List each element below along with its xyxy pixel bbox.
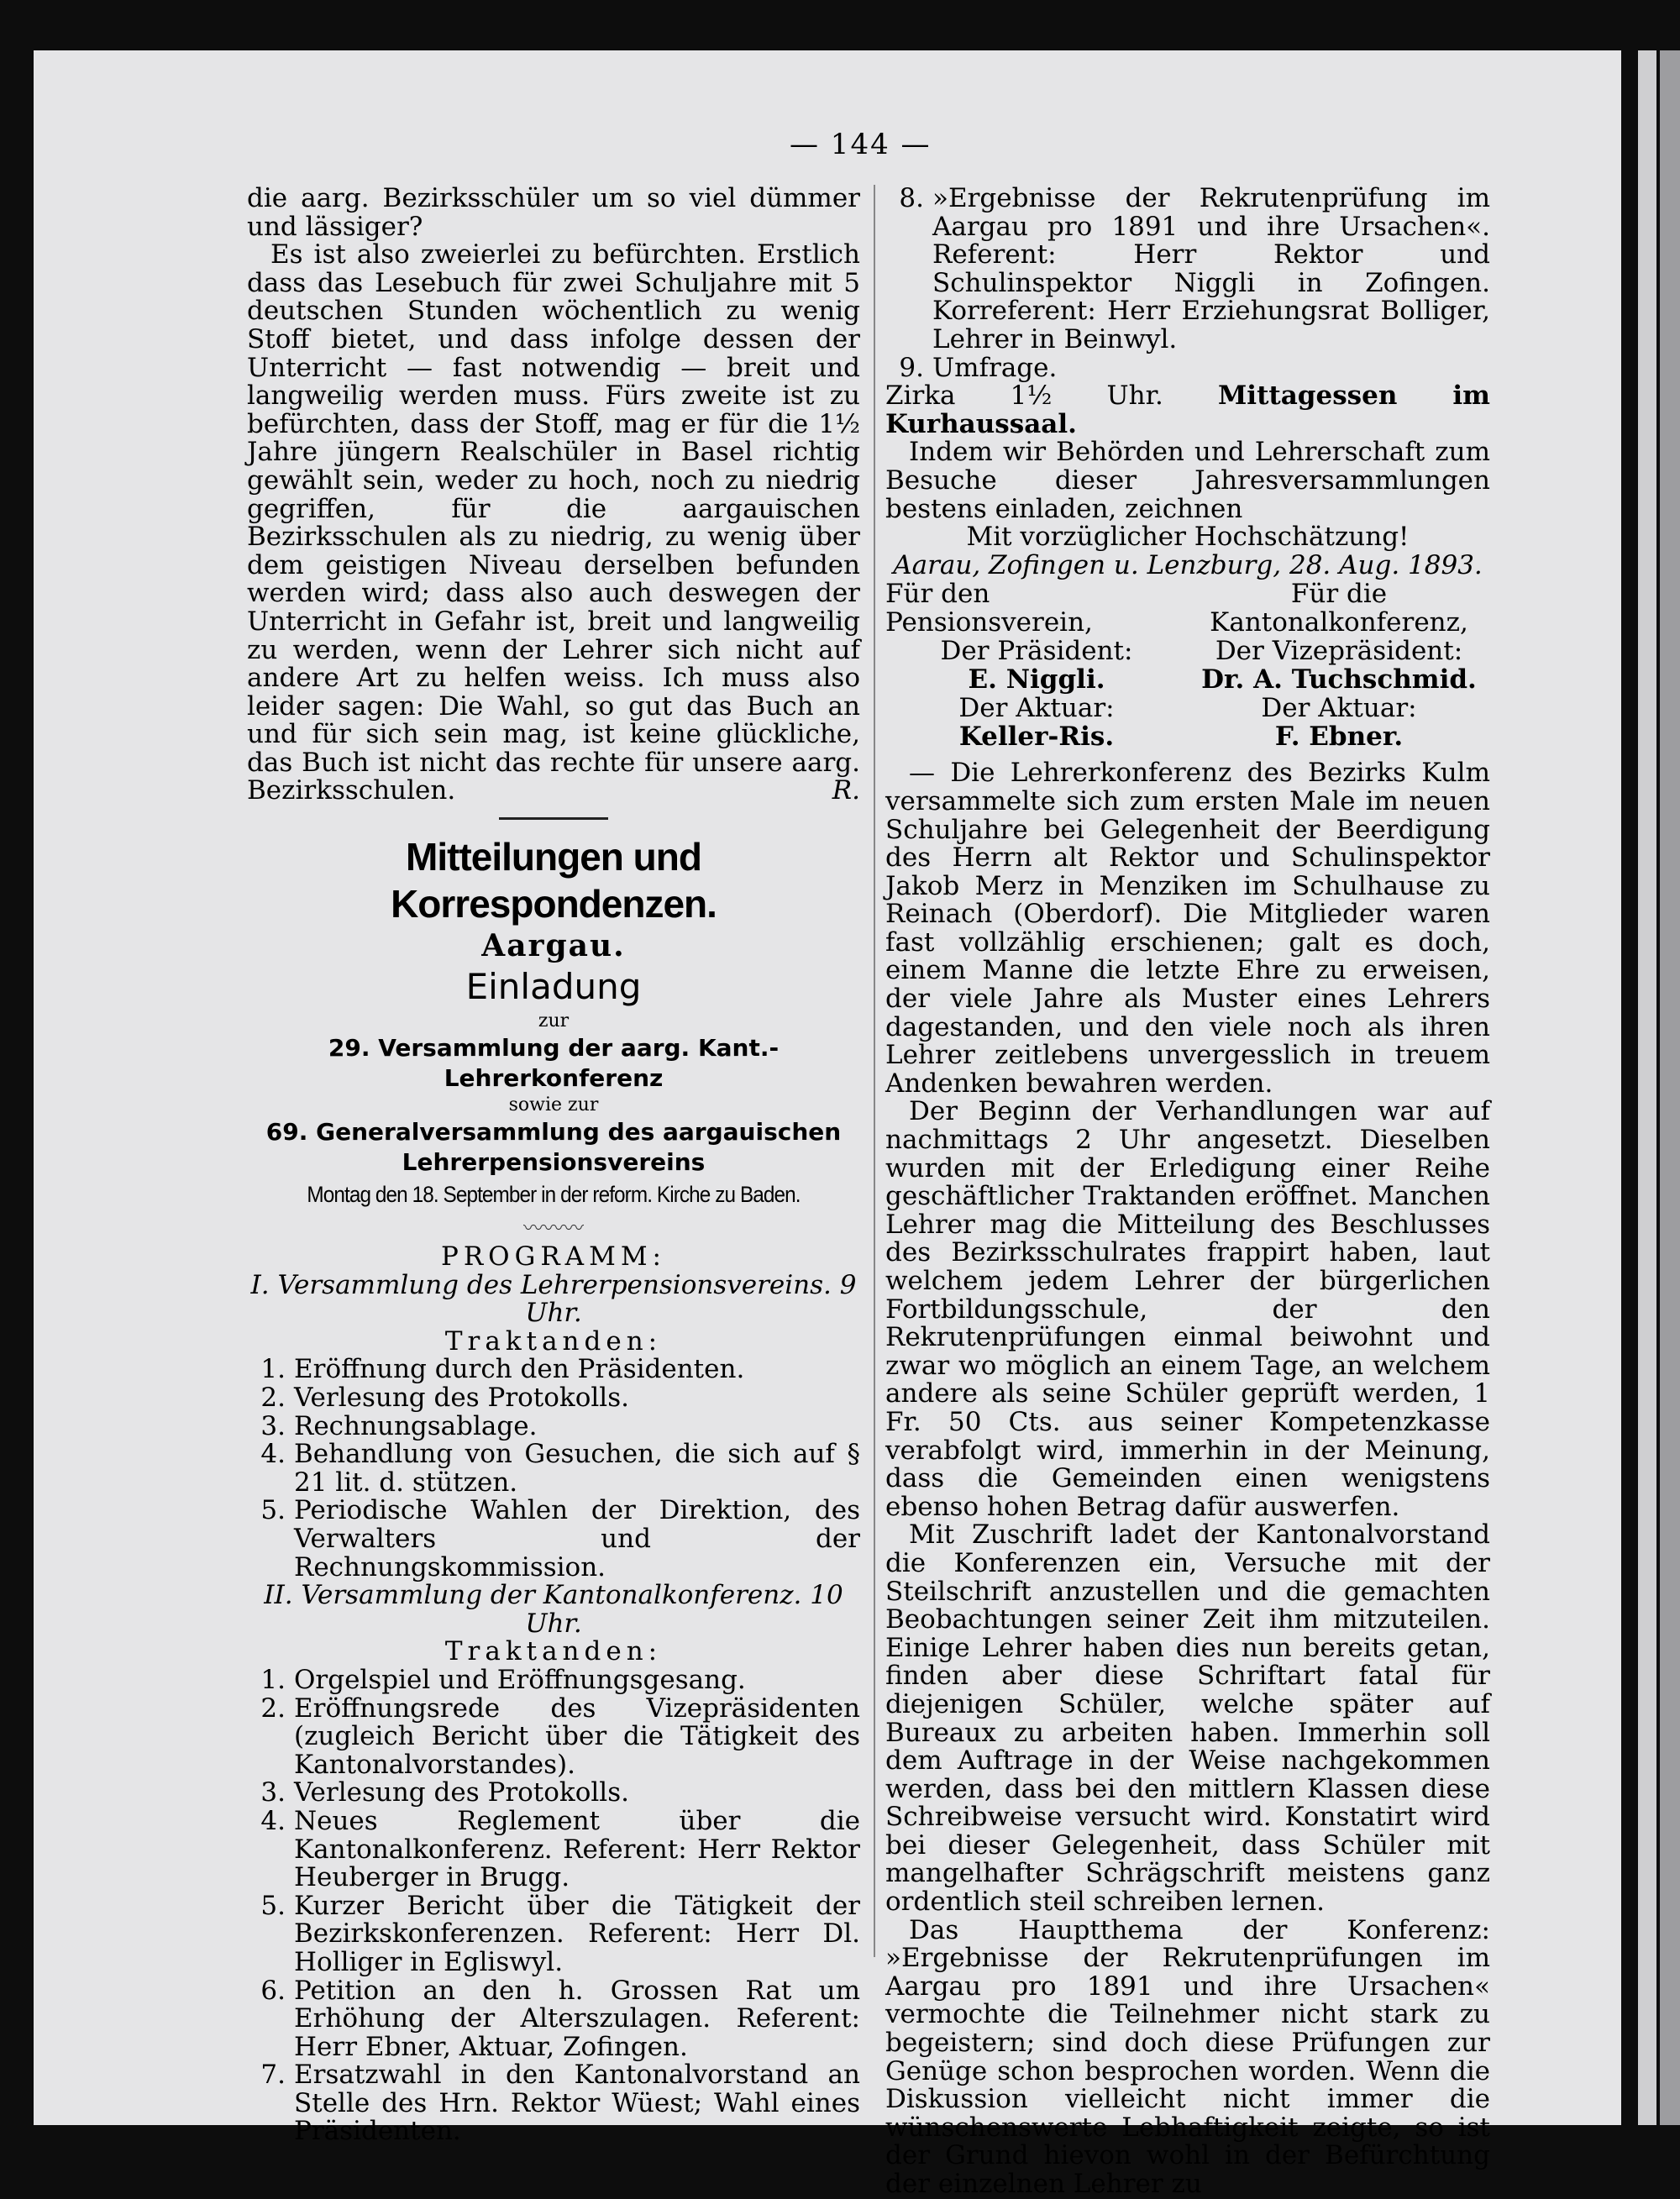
part2-title: II. Versammlung der Kantonalkonferenz. 10 Uhr. (264, 1580, 843, 1639)
list-item: 7. Ersatzwahl in den Kantonalvorstand an Stelle des Hrn. Rektor Wüest; Wahl eines Präsidenten. (260, 2060, 860, 2147)
versammlung-29-heading: 29. Versammlung der aarg. Kant.-Lehrerkonferenz (328, 1034, 780, 1093)
list-item: 8. »Ergebnisse der Rekrutenprüfung im Aargau pro 1891 und ihre Ursachen«. Referent: Herr Rektor und Schulinspektor Niggli in Zofingen. Korreferent: Herr Erziehungsrat Bolliger, Lehrer in Beinwyl. (899, 183, 1490, 354)
list-item: 6. Petition an den h. Grossen Rat um Erhöhung der Alterszulagen. Referent: Herr Ebner, Aktuar, Zofingen. (260, 1975, 860, 2062)
traktanden-heading-1: Traktanden: (444, 1325, 663, 1357)
right-column (885, 185, 1490, 2199)
region-heading: Aargau. (481, 928, 626, 964)
generalversammlung-69-heading: 69. Generalversammlung des aargauischen Lehrerpensionsvereins (265, 1118, 842, 1177)
wave-ornament: 〰〰〰 (523, 1216, 584, 1241)
part2-agenda-list (247, 1666, 860, 2146)
sig-right-role1: Der Vizepräsident: (1215, 636, 1463, 667)
paragraph-zuschrift: Mit Zuschrift ladet der Kantonalvorstand die Konferenzen ein, Versuche mit der Steilschrift anzustellen und die gemachten Beobachtungen seiner Zeit ihm mitzuteilen. Einige Lehrer haben dies nun bereits getan, finden aber diese Schriftart fatal für diejenigen Schüler, welche später auf Bureaux zu arbeiten haben. Immerhin soll dem Auftrage in der Weise nachgekommen werden, dass bei den mittlern Klassen diese Schreibweise versucht wird. Konstatirt wird bei dieser Gelegenheit, dass Schüler mit mangelhafter Schrägschrift meistens ganz ordentlich steil schreiben lernen. (885, 1519, 1490, 1918)
paragraph-beginn: Der Beginn der Verhandlungen war auf nachmittags 2 Uhr angesetzt. Dieselben wurden mit der Erledigung einer Reihe geschäftlicher Traktanden eröffnet. Manchen Lehrer mag die Mitteilung des Beschlusses des Bezirksschulrates frappirt haben, laut welchem jedem Lehrer der bürgerlichen Fortbildungsschule, der den Rekrutenprüfungen einmal beiwohnt und zwar wo möglich an einem Tage, an welchem andere als seine Schüler geprüft werden, 1 Fr. 50 Cts. aus seiner Kompetenzkasse verabfolgt wird, immerhin in der Meinung, dass die Gemeinden einen wenigstens ebenso hohen Betrag dafür auswerfen. (885, 1096, 1490, 1522)
column-divider (874, 185, 875, 1957)
date-place-line: Montag den 18. September in der reform. Kirche zu Baden. (307, 1182, 801, 1208)
sig-right-org: Für die Kantonalkonferenz, (1210, 579, 1468, 638)
list-item: 1. Eröffnung durch den Präsidenten. (260, 1354, 745, 1385)
zur-text: zur (538, 1010, 570, 1032)
regards-line: Mit vorzüglicher Hochschätzung! (966, 522, 1410, 553)
page-edge-shadow (1660, 50, 1680, 2125)
sig-right-name2: F. Ebner. (1274, 722, 1404, 753)
part1-title: I. Versammlung des Lehrerpensionsvereins. 9 Uhr. (250, 1269, 857, 1329)
programm-heading: PROGRAMM: (440, 1241, 667, 1273)
einladung-heading: Einladung (465, 966, 642, 1008)
list-item: 9. Umfrage. (899, 352, 1058, 383)
section-rule (499, 817, 608, 820)
list-item: 3. Rechnungsablage. (260, 1410, 538, 1441)
list-item: 4. Neues Reglement über die Kantonalkonferenz. Referent: Herr Rektor Heuberger in Brugg. (260, 1805, 860, 1893)
paragraph-continued: die aarg. Bezirksschüler um so viel dümmer und lässiger? (247, 183, 860, 242)
part2-agenda-list-continued (885, 185, 1490, 382)
section-title: Mitteilungen und Korrespondenzen. (391, 835, 717, 926)
list-item: 2. Eröffnungsrede des Vizepräsidenten (zugleich Bericht über die Tätigkeit des Kantonalvorstandes). (260, 1693, 860, 1780)
page-edge (1638, 50, 1656, 2125)
page-number: — 144 — (790, 128, 932, 161)
place-date-line: Aarau, Zofingen u. Lenzburg, 28. Aug. 1893. (893, 549, 1483, 580)
sowie-zur-text: sowie zur (508, 1094, 599, 1116)
sig-left-org: Für den Pensionsverein, (885, 579, 1093, 638)
left-column (247, 185, 860, 2146)
signature-block (885, 580, 1490, 751)
sig-right-role2: Der Aktuar: (1261, 693, 1417, 724)
list-item: 4. Behandlung von Gesuchen, die sich auf § 21 lit. d. stützen. (260, 1439, 860, 1498)
sig-left-role1: Der Präsident: (940, 636, 1133, 667)
list-item: 3. Verlesung des Protokolls. (260, 1777, 629, 1808)
sig-right-name1: Dr. A. Tuchschmid. (1201, 664, 1477, 695)
list-item: 5. Kurzer Bericht über die Tätigkeit der Bezirkskonferenzen. Referent: Herr Dl. Holliger in Egliswyl. (260, 1890, 860, 1977)
paragraph-kulm: — Die Lehrerkonferenz des Bezirks Kulm versammelte sich zum ersten Male im neuen Schuljahre bei Gelegenheit der Beerdigung des Herrn alt Rektor und Schulinspektor Jakob Merz in Menziken im Schulhause zu Reinach (Oberdorf). Die Mitglieder waren fast vollzählig erschienen; galt es doch, einem Manne die letzte Ehre zu erweisen, der viele Jahre als Muster eines Lehrers dagestanden, und den viele noch als ihren Lehrer zeitlebens unvergesslich in treuem Andenken bewahren werden. (885, 758, 1490, 1099)
sig-left-role2: Der Aktuar: (958, 693, 1115, 724)
author-initial: R. (832, 775, 860, 806)
sig-left-name1: E. Niggli. (968, 664, 1105, 695)
invitation-paragraph: Indem wir Behörden und Lehrerschaft zum Besuche dieser Jahresversammlungen bestens einladen, zeichnen (885, 437, 1490, 524)
sig-left-name2: Keller-Ris. (958, 722, 1115, 753)
list-item: 1. Orgelspiel und Eröffnungsgesang. (260, 1664, 746, 1695)
paragraph-befuerchtungen: Es ist also zweierlei zu befürchten. Erstlich dass das Lesebuch für zwei Schuljahre mit 5 deutschen Stunden wöchentlich zu wenig Stoff bietet, und dass infolge dessen der Unterricht — fast notwendig — breit und langweilig werden muss. Fürs zweite ist zu befürchten, dass der Stoff, mag er für die 1½ Jahre jüngern Realschüler in Basel richtig gewählt sein, weder zu hoch, noch zu niedrig gegriffen, für die aargauischen Bezirksschulen als zu niedrig, zu wenig über dem geistigen Niveau derselben befunden werden wird; dass also auch deswegen der Unterricht in Gefahr ist, breit und langweilig zu werden, wenn der Lehrer sich nicht auf andere Art zu helfen weiss. Ich muss also leider sagen: Die Wahl, so gut das Buch an und für sich sein mag, ist keine glückliche, das Buch ist nicht das rechte für unsere aarg. Bezirksschulen. R. (247, 239, 860, 806)
traktanden-heading-2: Traktanden: (444, 1636, 663, 1667)
part1-agenda-list (247, 1356, 860, 1582)
list-item: 2. Verlesung des Protokolls. (260, 1383, 629, 1414)
list-item: 5. Periodische Wahlen der Direktion, des Verwalters und der Rechnungskommission. (260, 1495, 860, 1582)
paragraph-hauptthema: Das Hauptthema der Konferenz: »Ergebnisse der Rekrutenprüfungen im Aargau pro 1891 und ihre Ursachen« vermochte die Teilnehmer nicht stark zu begeistern; sind doch diese Prüfungen zur Genüge schon besprochen worden. Wenn die Diskussion vielleicht nicht immer die wünschenswerte Lebhaftigkeit zeigte, so ist der Grund hievon wohl in der Befürchtung der einzelnen Lehrer zu (885, 1914, 1490, 2199)
lunch-line: Zirka 1½ Uhr. Mittagessen im Kurhaussaal. (885, 380, 1490, 439)
